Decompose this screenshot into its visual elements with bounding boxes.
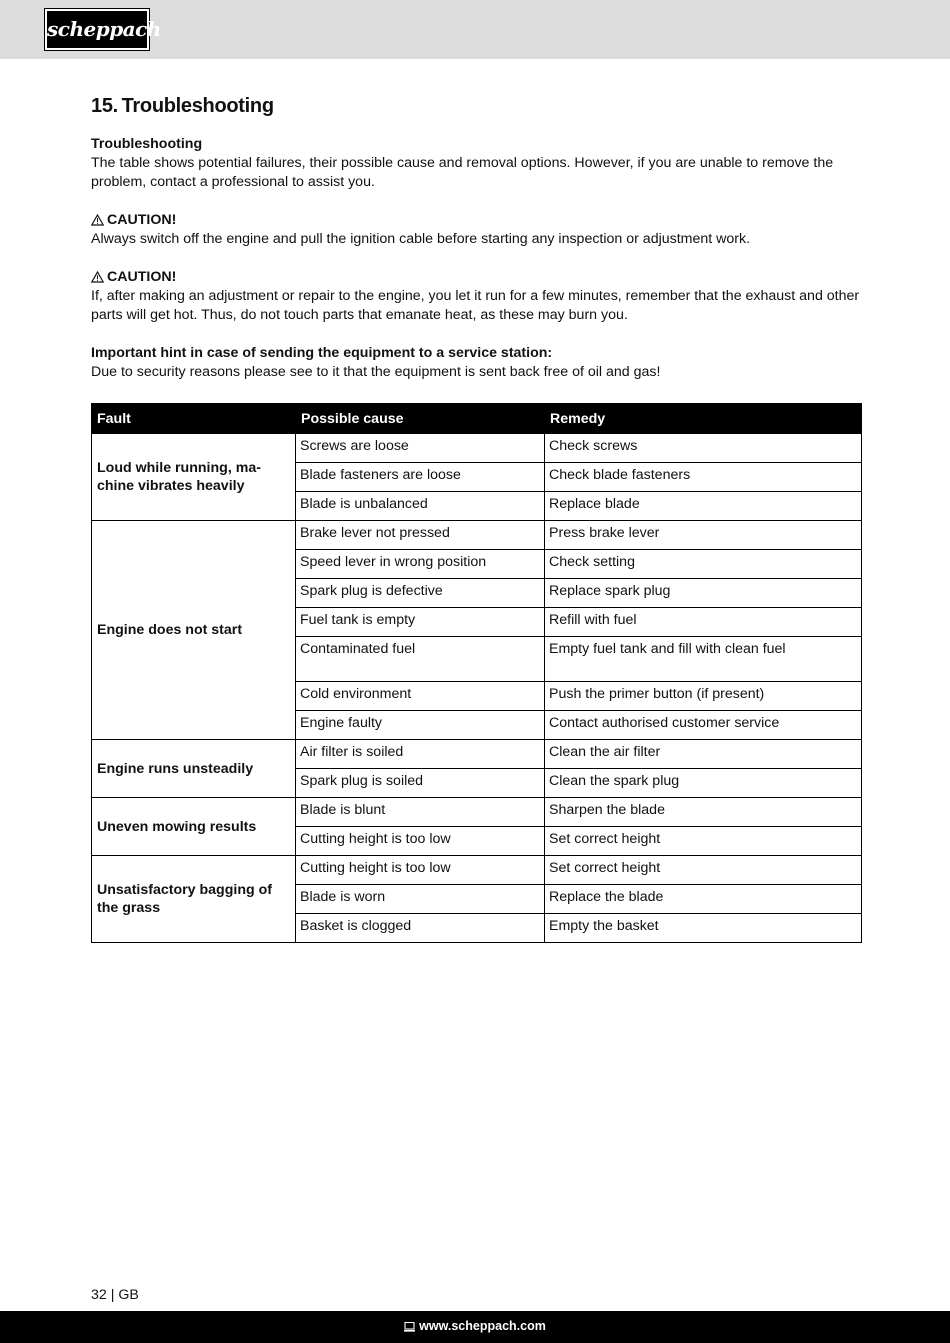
cause-cell: Blade fasteners are loose [296, 463, 545, 492]
cause-cell: Engine faulty [296, 711, 545, 740]
header-remedy: Remedy [545, 404, 862, 434]
cause-cell: Speed lever in wrong position [296, 550, 545, 579]
remedy-cell: Set correct height [545, 856, 862, 885]
caution-title-2: CAUTION! [107, 269, 177, 285]
header-cause: Possible cause [296, 404, 545, 434]
page-number: 32 | GB [91, 1287, 139, 1303]
cause-cell: Contaminated fuel [296, 637, 545, 682]
section-subtitle: Troubleshooting [91, 136, 203, 152]
cause-cell: Blade is worn [296, 885, 545, 914]
cause-cell: Cutting height is too low [296, 856, 545, 885]
hint-title: Important hint in case of sending the equipment to a service station: [91, 345, 553, 361]
remedy-cell: Empty fuel tank and fill with clean fuel [545, 637, 862, 682]
remedy-cell: Empty the basket [545, 914, 862, 943]
cause-cell: Air filter is soiled [296, 740, 545, 769]
cause-cell: Screws are loose [296, 434, 545, 463]
cause-cell: Cutting height is too low [296, 827, 545, 856]
fault-cell: Uneven mowing results [92, 798, 296, 856]
remedy-cell: Check screws [545, 434, 862, 463]
page-content [91, 95, 861, 943]
table-header-row [92, 404, 862, 434]
caution-text-1: Always switch off the engine and pull the ignition cable before starting any inspection or adjustment work. [91, 231, 751, 247]
cause-cell: Fuel tank is empty [296, 608, 545, 637]
hint-text: Due to security reasons please see to it that the equipment is sent back free of oil and gas! [91, 364, 661, 380]
remedy-cell: Check setting [545, 550, 862, 579]
section-title: 15. Troubleshooting [91, 95, 274, 117]
header-fault: Fault [92, 404, 296, 434]
remedy-cell: Replace spark plug [545, 579, 862, 608]
header-bar [0, 0, 950, 59]
warning-icon [91, 271, 104, 283]
table-row [92, 798, 862, 827]
scheppach-logo: scheppach [45, 9, 149, 50]
cause-cell: Brake lever not pressed [296, 521, 545, 550]
remedy-cell: Refill with fuel [545, 608, 862, 637]
caution-title-1: CAUTION! [107, 212, 177, 228]
remedy-cell: Push the primer button (if present) [545, 682, 862, 711]
troubleshooting-table [91, 403, 862, 943]
cause-cell: Basket is clogged [296, 914, 545, 943]
table-row [92, 740, 862, 769]
fault-cell: Unsatisfactory bagging of the grass [92, 856, 296, 943]
remedy-cell: Replace the blade [545, 885, 862, 914]
fault-cell: Engine does not start [92, 521, 296, 740]
website-link[interactable]: www.scheppach.com [419, 1319, 546, 1333]
computer-icon [404, 1322, 415, 1332]
cause-cell: Spark plug is soiled [296, 769, 545, 798]
remedy-cell: Press brake lever [545, 521, 862, 550]
fault-cell: Loud while running, ma- chine vibrates heavily [92, 434, 296, 521]
intro-text: The table shows potential failures, their possible cause and removal options. However, if you are unable to remove the problem, contact a professional to assist you. [91, 155, 834, 190]
cause-cell: Blade is blunt [296, 798, 545, 827]
remedy-cell: Replace blade [545, 492, 862, 521]
caution-heading-2 [91, 268, 861, 287]
table-row [92, 856, 862, 885]
remedy-cell: Sharpen the blade [545, 798, 862, 827]
caution-heading-1 [91, 211, 861, 230]
footer-bar [0, 1311, 950, 1343]
cause-cell: Spark plug is defective [296, 579, 545, 608]
caution-text-2: If, after making an adjustment or repair to the engine, you let it run for a few minutes, remember that the exhaust and other parts will get hot. Thus, do not touch parts that emanate heat, as these may burn you. [91, 288, 860, 323]
cause-cell: Cold environment [296, 682, 545, 711]
remedy-cell: Set correct height [545, 827, 862, 856]
remedy-cell: Contact authorised customer service [545, 711, 862, 740]
table-row [92, 521, 862, 550]
table-row [92, 434, 862, 463]
remedy-cell: Check blade fasteners [545, 463, 862, 492]
cause-cell: Blade is unbalanced [296, 492, 545, 521]
remedy-cell: Clean the air filter [545, 740, 862, 769]
fault-cell: Engine runs unsteadily [92, 740, 296, 798]
remedy-cell: Clean the spark plug [545, 769, 862, 798]
warning-icon [91, 214, 104, 226]
